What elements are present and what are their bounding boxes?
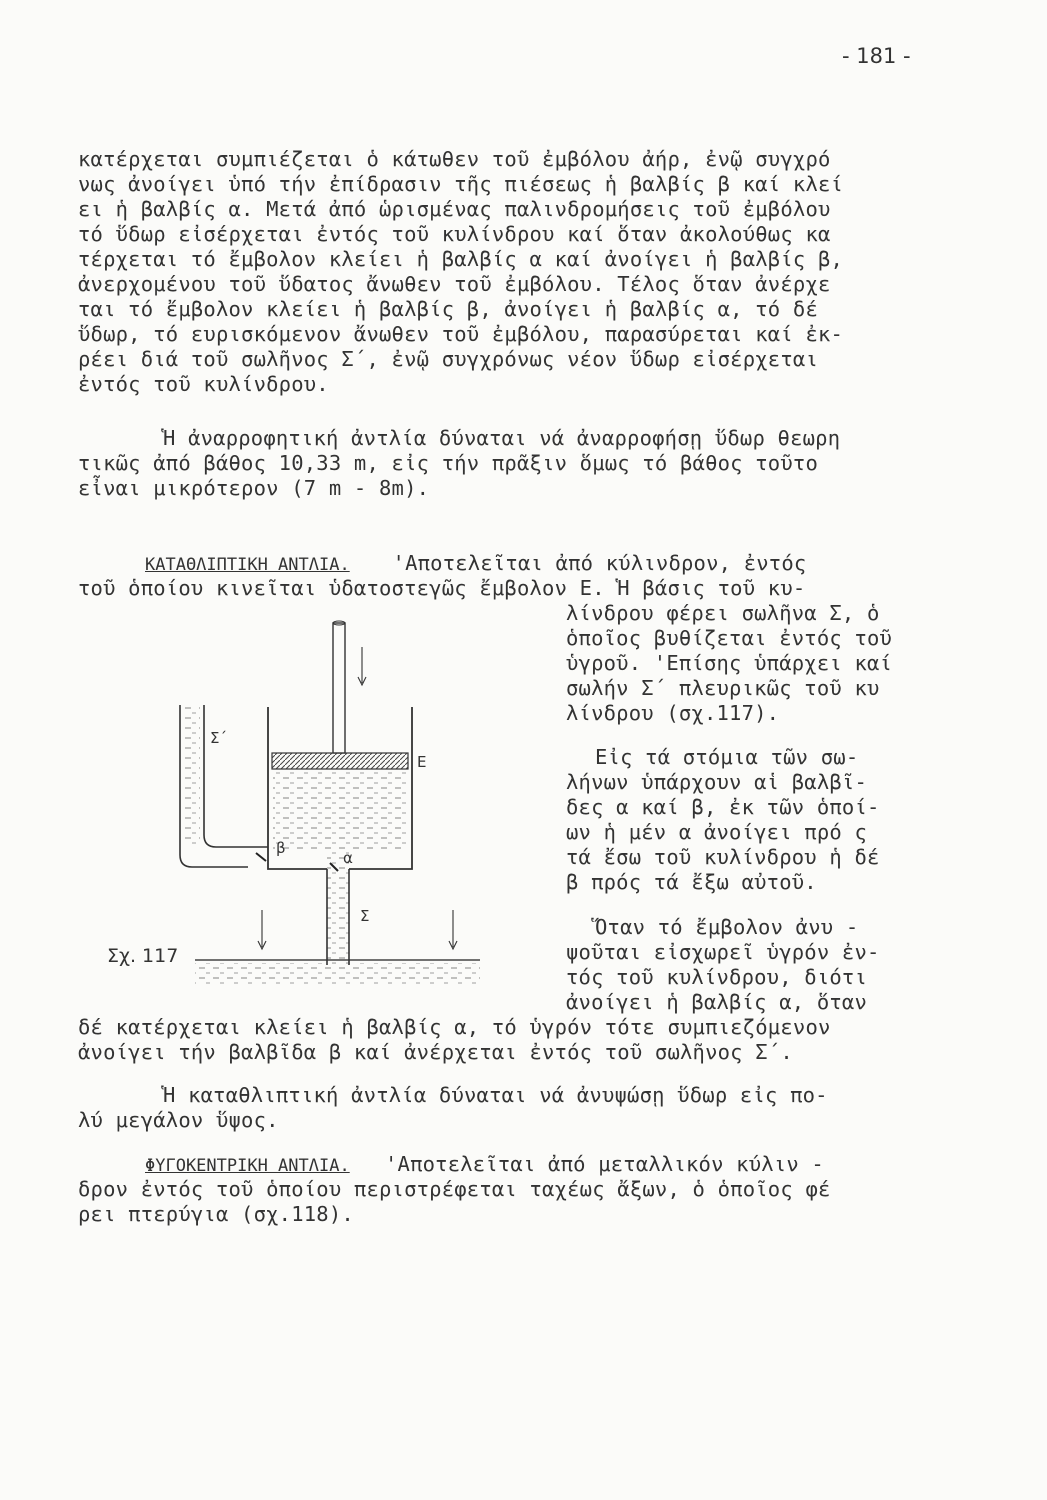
text-line: ὑγροῦ. 'Επίσης ὑπάρχει καί: [566, 651, 893, 675]
text-line: τά ἔσω τοῦ κυλίνδρου ἡ δέ: [566, 845, 880, 869]
text-line: ἀνοίγει ἡ βαλβίς α, ὅταν: [566, 990, 868, 1014]
section-heading: ΦΥΓΟΚΕΝΤΡΙΚΗ ΑΝΤΛΙΑ.: [145, 1156, 350, 1176]
suction-pipe-water: [327, 850, 349, 965]
text-line: β πρός τά ἔξω αὐτοῦ.: [566, 870, 817, 894]
side-pipe-inner: [204, 705, 248, 847]
text-line: νως ἀνοίγει ὑπό τήν ἐπίδρασιν τῆς πιέσεως ἡ βαλβίς β καί κλεί: [78, 172, 844, 196]
page-number: - 181 -: [842, 44, 911, 68]
text-line: ψοῦται εἰσχωρεῖ ὑγρόν ἐν-: [566, 940, 880, 964]
text-line: ἀνερχομένου τοῦ ὕδατος ἄνωθεν τοῦ ἐμβόλου. Τέλος ὅταν ἀνέρχε: [78, 272, 831, 296]
cylinder-water: [273, 770, 407, 850]
piston: [272, 753, 408, 769]
text-line: ρει πτερύγια (σχ.118).: [78, 1202, 354, 1226]
text-line: ἐντός τοῦ κυλίνδρου.: [78, 372, 329, 396]
pressure-arrow-left: [258, 910, 266, 949]
text-line: κατέρχεται συμπιέζεται ὁ κάτωθεν τοῦ ἐμβόλου ἀήρ, ἐνῷ συγχρό: [78, 147, 831, 171]
text-line: λίνδρου φέρει σωλῆνα Σ, ὁ: [566, 601, 880, 625]
text-line: ἀνοίγει τήν βαλβῖδα β καί ἀνέρχεται ἐντός τοῦ σωλῆνος Σ΄.: [78, 1040, 793, 1064]
reservoir-water: [195, 960, 480, 985]
label-piston: Ε: [417, 753, 427, 771]
figure-caption: Σχ. 117: [107, 945, 179, 967]
text-line: σωλήν Σ΄ πλευρικῶς τοῦ κυ: [566, 676, 880, 700]
text-line: λίνδρου (σχ.117).: [566, 701, 780, 725]
text-line: δέ κατέρχεται κλείει ἡ βαλβίς α, τό ὑγρόν τότε συμπιεζόμενον: [78, 1015, 831, 1039]
pressure-arrow-right: [449, 910, 457, 949]
text-line: Ὅταν τό ἔμβολον ἀνυ -: [595, 915, 859, 939]
text-line: ται τό ἔμβολον κλείει ἡ βαλβίς β, ἀνοίγει ἡ βαλβίς α, τό δέ: [78, 297, 818, 321]
side-pipe-water: [184, 705, 200, 845]
label-suction-pipe: Σ: [360, 907, 370, 925]
label-valve-b: β: [276, 839, 286, 857]
text-line: 'Αποτελεῖται ἀπό κύλινδρον, ἐντός: [380, 551, 807, 575]
text-line: ὕδωρ, τό ευρισκόμενον ἄνωθεν τοῦ ἐμβόλου, παρασύρεται καί ἐκ-: [78, 322, 844, 346]
text-line: Εἰς τά στόμια τῶν σω-: [595, 745, 859, 769]
text-line: δες α καί β, ἐκ τῶν ὁποί-: [566, 795, 880, 819]
text-line: Ἡ καταθλιπτική ἀντλία δύναται νά ἀνυψώσῃ ὕδωρ εἰς πο-: [163, 1083, 828, 1107]
text-line: Ἡ ἀναρροφητική ἀντλία δύναται νά ἀναρροφήσῃ ὕδωρ θεωρη: [163, 426, 841, 450]
text-line: τέρχεται τό ἔμβολον κλείει ἡ βαλβίς α καί ἀνοίγει ἡ βαλβίς β,: [78, 247, 844, 271]
text-line: ρέει διά τοῦ σωλῆνος Σ΄, ἐνῷ συγχρόνως νέον ὕδωρ εἰσέρχεται: [78, 347, 818, 371]
text-line: ει ἡ βαλβίς α. Μετά ἀπό ὡρισμένας παλινδρομήσεις τοῦ ἐμβόλου: [78, 197, 831, 221]
pump-diagram: [170, 615, 500, 1000]
text-line: τικῶς ἀπό βάθος 10,33 m, εἰς τήν πρᾶξιν ὅμως τό βάθος τοῦτο: [78, 451, 818, 475]
text-line: λύ μεγάλον ὕψος.: [78, 1108, 279, 1132]
text-line: λήνων ὑπάρχουν αἱ βαλβῖ-: [566, 770, 868, 794]
text-line: τοῦ ὁποίου κινεῖται ὑδατοστεγῶς ἔμβολον Ε. Ἡ βάσις τοῦ κυ-: [78, 576, 806, 600]
text-line: ὁποῖος βυθίζεται ἐντός τοῦ: [566, 626, 893, 650]
text-line: δρον ἐντός τοῦ ὁποίου περιστρέφεται ταχέως ἄξων, ὁ ὁποῖος φέ: [78, 1177, 831, 1201]
text-line: τό ὕδωρ εἰσέρχεται ἐντός τοῦ κυλίνδρου καί ὅταν ἀκολούθως κα: [78, 222, 831, 246]
label-valve-a: α: [343, 849, 353, 867]
section-heading: ΚΑΤΑΘΛΙΠΤΙΚΗ ΑΝΤΛΙΑ.: [145, 555, 350, 575]
text-line: τός τοῦ κυλίνδρου, διότι: [566, 965, 868, 989]
valve-b: [256, 853, 266, 861]
text-line: εἶναι μικρότερον (7 m - 8m).: [78, 476, 430, 500]
label-side-pipe: Σ΄: [210, 729, 227, 747]
text-line: ων ἡ μέν α ἀνοίγει πρό ς: [566, 820, 868, 844]
piston-rod: [333, 623, 345, 753]
text-line: 'Αποτελεῖται ἀπό μεταλλικόν κύλιν -: [385, 1152, 824, 1176]
